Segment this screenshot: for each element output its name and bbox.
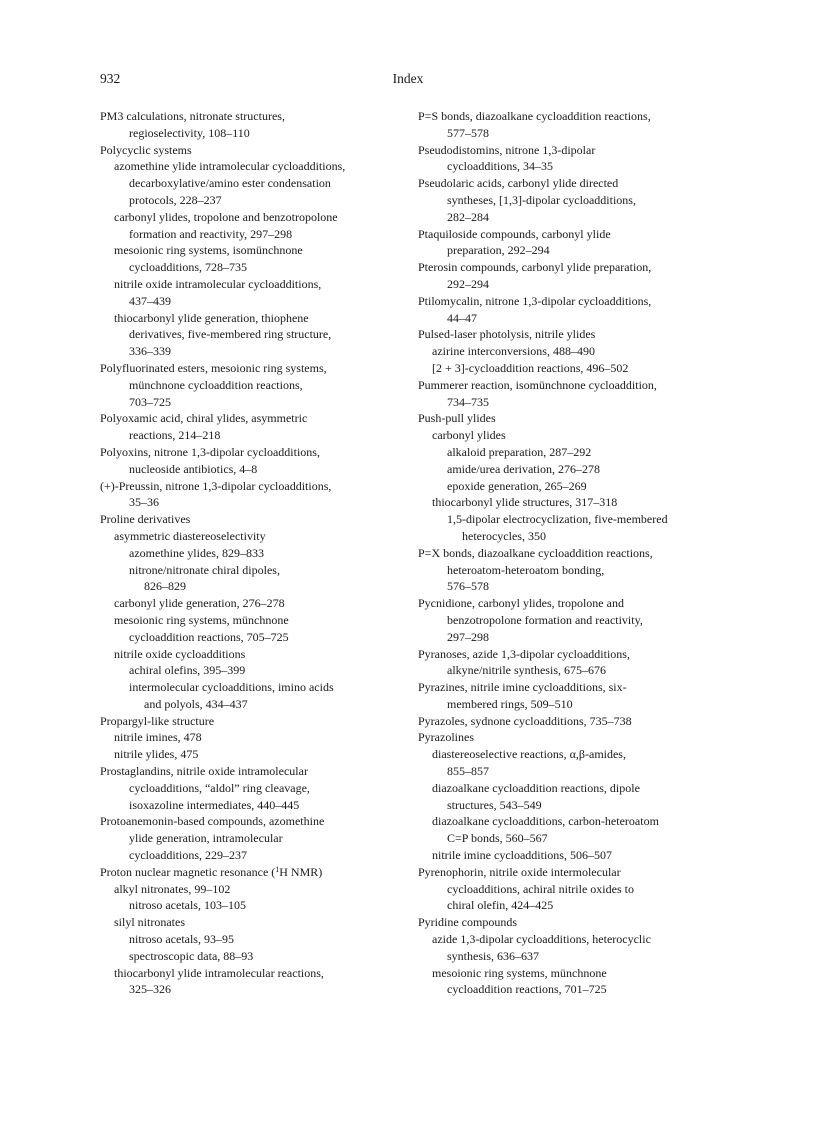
index-line: Ptaquiloside compounds, carbonyl ylide <box>418 226 611 241</box>
index-line: Proline derivatives <box>100 512 191 527</box>
index-line: cycloadditions, achiral nitrile oxides to <box>447 881 634 896</box>
index-line: heterocycles, 350 <box>462 528 546 543</box>
index-line: azomethine ylide intramolecular cycloadditions, <box>114 159 346 174</box>
index-line: mesoionic ring systems, isomünchnone <box>114 243 303 258</box>
index-line: heteroatom-heteroatom bonding, <box>447 562 605 577</box>
index-line: 44–47 <box>447 310 477 325</box>
index-line: Polycyclic systems <box>100 142 192 157</box>
index-line: Polyoxamic acid, chiral ylides, asymmetric <box>100 411 308 426</box>
index-line: alkyne/nitrile synthesis, 675–676 <box>447 663 606 678</box>
superscript: 1 <box>275 864 280 874</box>
index-line: cycloadditions, 229–237 <box>129 848 247 863</box>
index-line: cycloadditions, 34–35 <box>447 159 553 174</box>
index-line: thiocarbonyl ylide structures, 317–318 <box>432 495 618 510</box>
index-line: cycloaddition reactions, 701–725 <box>447 982 607 997</box>
index-line: mesoionic ring systems, münchnone <box>114 612 289 627</box>
page-header <box>100 71 716 91</box>
index-line: thiocarbonyl ylide intramolecular reactions, <box>114 965 324 980</box>
index-line: 703–725 <box>129 394 171 409</box>
index-line: Pseudodistomins, nitrone 1,3-dipolar <box>418 142 596 157</box>
index-line <box>100 864 405 881</box>
index-line: 1,5-dipolar electrocyclization, five-membered <box>447 512 668 527</box>
index-line: isoxazoline intermediates, 440–445 <box>129 797 300 812</box>
index-line: azomethine ylides, 829–833 <box>129 545 264 560</box>
index-line-text: H NMR) <box>279 864 323 879</box>
index-line: decarboxylative/amino ester condensation <box>129 176 331 191</box>
index-line: Prostaglandins, nitrile oxide intramolecular <box>100 764 308 779</box>
index-line: nucleoside antibiotics, 4–8 <box>129 461 258 476</box>
index-line-text: Proton nuclear magnetic resonance ( <box>100 864 276 879</box>
index-line: syntheses, [1,3]-dipolar cycloadditions, <box>447 192 636 207</box>
index-line: diazoalkane cycloadditions, carbon-heteroatom <box>432 814 659 829</box>
index-line: spectroscopic data, 88–93 <box>129 948 254 963</box>
index-line: 577–578 <box>447 125 489 140</box>
index-line: Pycnidione, carbonyl ylides, tropolone and <box>418 596 624 611</box>
index-line: nitrile imine cycloadditions, 506–507 <box>432 848 612 863</box>
index-line: Polyfluorinated esters, mesoionic ring systems, <box>100 360 327 375</box>
index-line: Polyoxins, nitrone 1,3-dipolar cycloadditions, <box>100 444 320 459</box>
index-line: preparation, 292–294 <box>447 243 550 258</box>
index-line: azide 1,3-dipolar cycloadditions, heterocyclic <box>432 932 651 947</box>
index-line: P=S bonds, diazoalkane cycloaddition reactions, <box>418 109 651 123</box>
index-line: Pummerer reaction, isomünchnone cycloaddition, <box>418 377 657 392</box>
index-line: chiral olefin, 424–425 <box>447 898 554 913</box>
index-line: carbonyl ylide generation, 276–278 <box>114 596 285 611</box>
index-line: Pyrenophorin, nitrile oxide intermolecular <box>418 864 621 879</box>
index-line: cycloadditions, “aldol” ring cleavage, <box>129 780 310 795</box>
index-line: PM3 calculations, nitronate structures, <box>100 109 285 123</box>
index-line: 855–857 <box>447 764 489 779</box>
index-line: Propargyl-like structure <box>100 713 215 728</box>
index-line: 336–339 <box>129 344 171 359</box>
index-line: C=P bonds, 560–567 <box>447 831 548 846</box>
index-line: azirine interconversions, 488–490 <box>432 344 595 359</box>
index-line: 325–326 <box>129 982 171 997</box>
index-line: nitrile oxide intramolecular cycloadditions, <box>114 276 322 291</box>
page-number: 932 <box>100 71 121 86</box>
index-line: cycloaddition reactions, 705–725 <box>129 629 289 644</box>
index-line: nitrile imines, 478 <box>114 730 202 745</box>
index-line: 292–294 <box>447 276 489 291</box>
index-line: 576–578 <box>447 579 489 594</box>
running-title: Index <box>392 71 424 86</box>
index-line: nitroso acetals, 93–95 <box>129 932 234 947</box>
index-line: nitrile ylides, 475 <box>114 747 199 762</box>
index-column-left <box>100 108 405 998</box>
index-line: [2 + 3]-cycloaddition reactions, 496–502 <box>432 360 629 375</box>
index-line: diazoalkane cycloaddition reactions, dipole <box>432 780 640 795</box>
index-line: Pseudolaric acids, carbonyl ylide directed <box>418 176 619 191</box>
index-line: intermolecular cycloadditions, imino acids <box>129 680 334 695</box>
index-line: synthesis, 636–637 <box>447 948 540 963</box>
index-line: 35–36 <box>129 495 159 510</box>
index-line: 826–829 <box>144 579 186 594</box>
index-line: Pterosin compounds, carbonyl ylide preparation, <box>418 260 652 275</box>
index-line: 734–735 <box>447 394 489 409</box>
index-line: Protoanemonin-based compounds, azomethine <box>100 814 325 829</box>
index-line: amide/urea derivation, 276–278 <box>447 461 600 476</box>
index-line: 297–298 <box>447 629 489 644</box>
index-line: reactions, 214–218 <box>129 428 221 443</box>
index-line: (+)-Preussin, nitrone 1,3-dipolar cycloadditions, <box>100 478 332 493</box>
index-line: 282–284 <box>447 209 489 224</box>
index-line: nitrone/nitronate chiral dipoles, <box>129 562 280 577</box>
index-line: 437–439 <box>129 293 171 308</box>
index-line: carbonyl ylides, tropolone and benzotropolone <box>114 209 338 224</box>
index-line: protocols, 228–237 <box>129 192 222 207</box>
index-line: cycloadditions, 728–735 <box>129 260 247 275</box>
index-line: benzotropolone formation and reactivity, <box>447 612 643 627</box>
index-line: structures, 543–549 <box>447 797 542 812</box>
index-line: Pyrazolines <box>418 730 474 745</box>
index-line: Pyrazines, nitrile imine cycloadditions, six- <box>418 680 627 695</box>
index-column-right <box>418 108 723 998</box>
index-line: thiocarbonyl ylide generation, thiophene <box>114 310 309 325</box>
index-line: derivatives, five-membered ring structure, <box>129 327 332 342</box>
index-line: achiral olefins, 395–399 <box>129 663 246 678</box>
index-line: carbonyl ylides <box>432 428 506 443</box>
index-line: regioselectivity, 108–110 <box>129 125 250 140</box>
index-line: Ptilomycalin, nitrone 1,3-dipolar cycloadditions, <box>418 293 652 308</box>
index-line: asymmetric diastereoselectivity <box>114 528 266 543</box>
index-line: P=X bonds, diazoalkane cycloaddition reactions, <box>418 545 653 560</box>
index-line: Pulsed-laser photolysis, nitrile ylides <box>418 327 596 342</box>
index-line: and polyols, 434–437 <box>144 696 248 711</box>
index-line: alkyl nitronates, 99–102 <box>114 881 231 896</box>
index-line: ylide generation, intramolecular <box>129 831 283 846</box>
index-line: silyl nitronates <box>114 915 185 930</box>
index-line: membered rings, 509–510 <box>447 696 573 711</box>
index-line: nitroso acetals, 103–105 <box>129 898 246 913</box>
index-line: mesoionic ring systems, münchnone <box>432 965 607 980</box>
index-line: nitrile oxide cycloadditions <box>114 646 246 661</box>
index-line: Pyranoses, azide 1,3-dipolar cycloadditions, <box>418 646 630 661</box>
index-line: formation and reactivity, 297–298 <box>129 226 293 241</box>
index-line: alkaloid preparation, 287–292 <box>447 444 592 459</box>
index-line: münchnone cycloaddition reactions, <box>129 377 303 392</box>
index-line: diastereoselective reactions, α,β-amides, <box>432 747 626 762</box>
index-line: Pyrazoles, sydnone cycloadditions, 735–738 <box>418 713 632 728</box>
index-line: Pyridine compounds <box>418 915 517 930</box>
index-line: epoxide generation, 265–269 <box>447 478 587 493</box>
index-line: Push-pull ylides <box>418 411 496 426</box>
